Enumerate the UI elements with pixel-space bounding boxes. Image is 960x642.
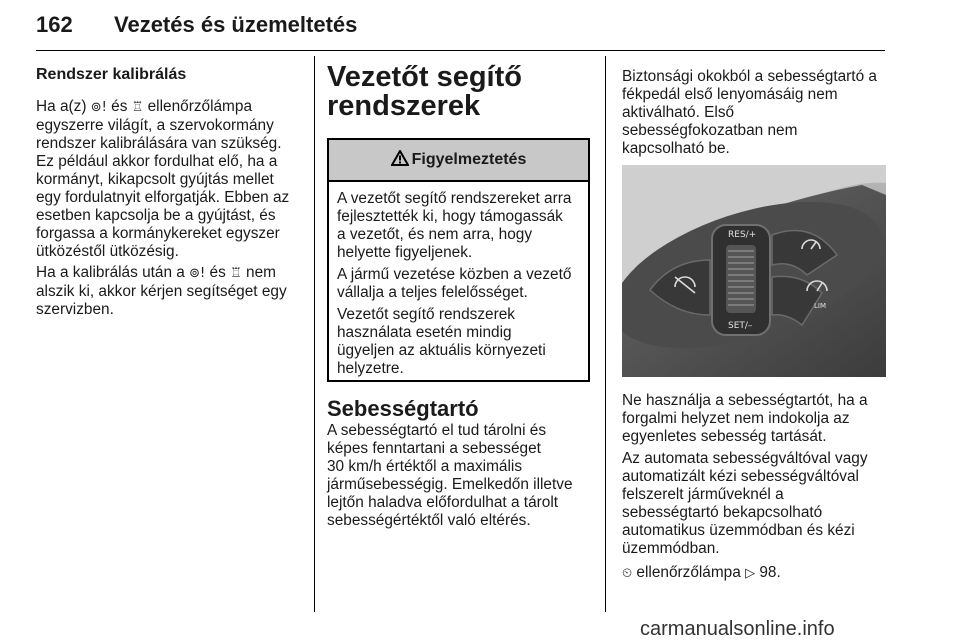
esc-warning-icon: ♖ [230, 266, 242, 281]
column-divider [314, 56, 315, 612]
steering-warning-icon: ⊚! [189, 266, 206, 281]
warning-box [327, 138, 590, 382]
section-heading-calibration: Rendszer kalibrálás [36, 66, 187, 83]
watermark: carmanualsonline.info [640, 618, 835, 640]
res-plus-label: RES/+ [728, 230, 757, 240]
warning-paragraph: A jármű vezetése közben a vezető vállalja a teljes felelősséget. [337, 266, 572, 301]
warning-paragraph: Vezetőt segítő rendszerek használata esetén mindig ügyeljen az aktuális környezeti helyzetre. [337, 306, 546, 377]
cruise-control-icon: ⏲ [622, 566, 633, 581]
steering-warning-icon: ⊚! [90, 100, 107, 115]
column-divider [605, 56, 606, 612]
steering-wheel-controls-photo [622, 165, 886, 377]
chapter-title: Vezetés és üzemeltetés [114, 12, 358, 37]
lim-label: LIM [814, 302, 827, 310]
set-minus-label: SET/– [728, 321, 753, 331]
usage-paragraph: Ne használja a sebességtartót, ha a forgalmi helyzet nem indokolja az egyenletes sebesség tartását. [622, 392, 868, 445]
transmission-paragraph: Az automata sebességváltóval vagy automatizált kézi sebességváltóval felszerelt járműveknél a sebességtartó bekapcsolható automatikus üzemmódban és kézi üzemmódban. [622, 450, 868, 557]
safety-paragraph: Biztonsági okokból a sebességtartó a fékpedál első lenyomásáig nem aktiválható. Első sebességfokozatban nem kapcsolható be. [622, 68, 877, 157]
page-reference-link[interactable]: 98. [759, 564, 781, 581]
warning-paragraph: A vezetőt segítő rendszereket arra fejlesztették ki, hogy támogassák a vezetőt, és nem arra, hogy helyette figyeljenek. [337, 190, 572, 261]
chapter-heading: Vezetőt segítő rendszerek [327, 61, 522, 122]
calibration-paragraph-2: Ha a kalibrálás után a ⊚! és ♖ nem alszik ki, akkor kérjen segítséget egy szervizben. [36, 264, 287, 318]
warning-header: Figyelmeztetés [329, 140, 588, 182]
section-heading-cruise-control: Sebességtartó [327, 396, 479, 421]
esc-warning-icon: ♖ [131, 100, 144, 115]
cruise-control-paragraph: A sebességtartó el tud tárolni és képes fenntartani a sebességet 30 km/h értéktől a maximális járműsebességig. Emelkedőn illetve lejtőn haladva előfordulhat a tárolt sebességértéktől való eltérés. [327, 422, 573, 529]
calibration-paragraph-1: Ha a(z) ⊚! és ♖ ellenőrzőlámpa egyszerre világít, a szervokormány rendszer kalibrálására van szükség. Ez például akkor fordulhat elő, ha a kormányt, kikapcsolt gyújtás mellet egy fordulatnyit elforgatják. Ebben az esetben kapcsolja be a gyújtást, és forgassa a kormánykereket egyszer ütközéstől ütközésig. [36, 98, 290, 260]
page-header [36, 10, 885, 51]
warning-triangle-icon [391, 150, 409, 171]
indicator-reference: ⏲ ellenőrzőlámpa ▷ 98. [622, 564, 781, 581]
reference-arrow-icon: ▷ [745, 566, 756, 581]
page-number: 162 [36, 12, 73, 37]
